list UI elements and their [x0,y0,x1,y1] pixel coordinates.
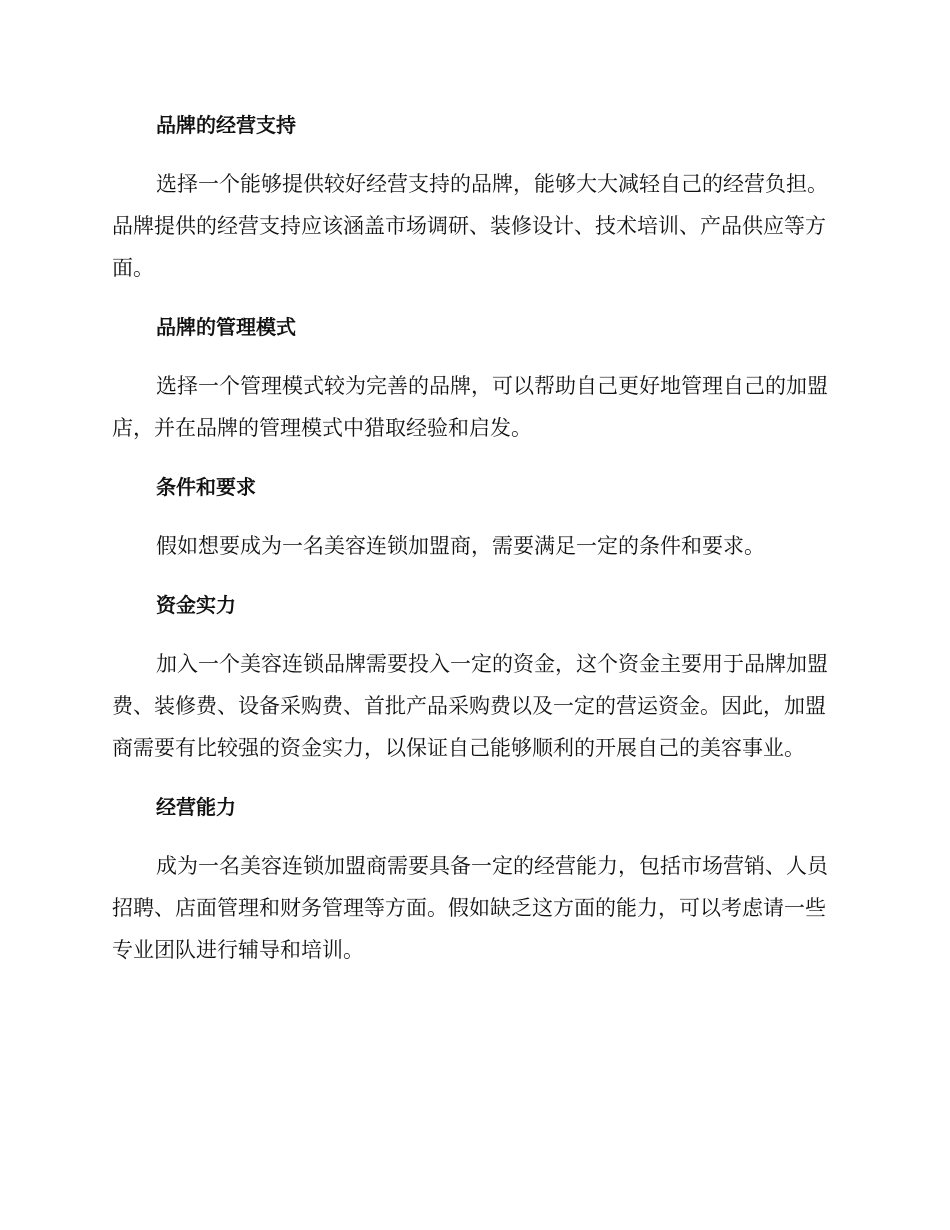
section-paragraph-capital-strength: 加入一个美容连锁品牌需要投入一定的资金，这个资金主要用于品牌加盟费、装修费、设备采购费、首批产品采购费以及一定的营运资金。因此，加盟商需要有比较强的资金实力，以保证自己能够顺利的开展自己的美容事业。 [112,652,828,760]
section-heading-capital-strength: 资金实力 [156,593,236,617]
document-content [112,105,840,971]
section-heading-operating-ability: 经营能力 [156,795,236,819]
section-paragraph-brand-operation-support: 选择一个能够提供较好经营支持的品牌，能够大大减轻自己的经营负担。品牌提供的经营支持应该涵盖市场调研、装修设计、技术培训、产品供应等方面。 [112,172,828,280]
section-paragraph-operating-ability: 成为一名美容连锁加盟商需要具备一定的经营能力，包括市场营销、人员招聘、店面管理和财务管理等方面。假如缺乏这方面的能力，可以考虑请一些专业团队进行辅导和培训。 [112,854,828,962]
section-paragraph-brand-management-model: 选择一个管理模式较为完善的品牌，可以帮助自己更好地管理自己的加盟店，并在品牌的管理模式中猎取经验和启发。 [112,374,828,440]
section-heading-brand-management-model: 品牌的管理模式 [156,315,296,339]
section-heading-brand-operation-support: 品牌的经营支持 [156,113,296,137]
section-heading-conditions-requirements: 条件和要求 [156,475,256,499]
section-paragraph-conditions-requirements: 假如想要成为一名美容连锁加盟商，需要满足一定的条件和要求。 [156,534,765,558]
